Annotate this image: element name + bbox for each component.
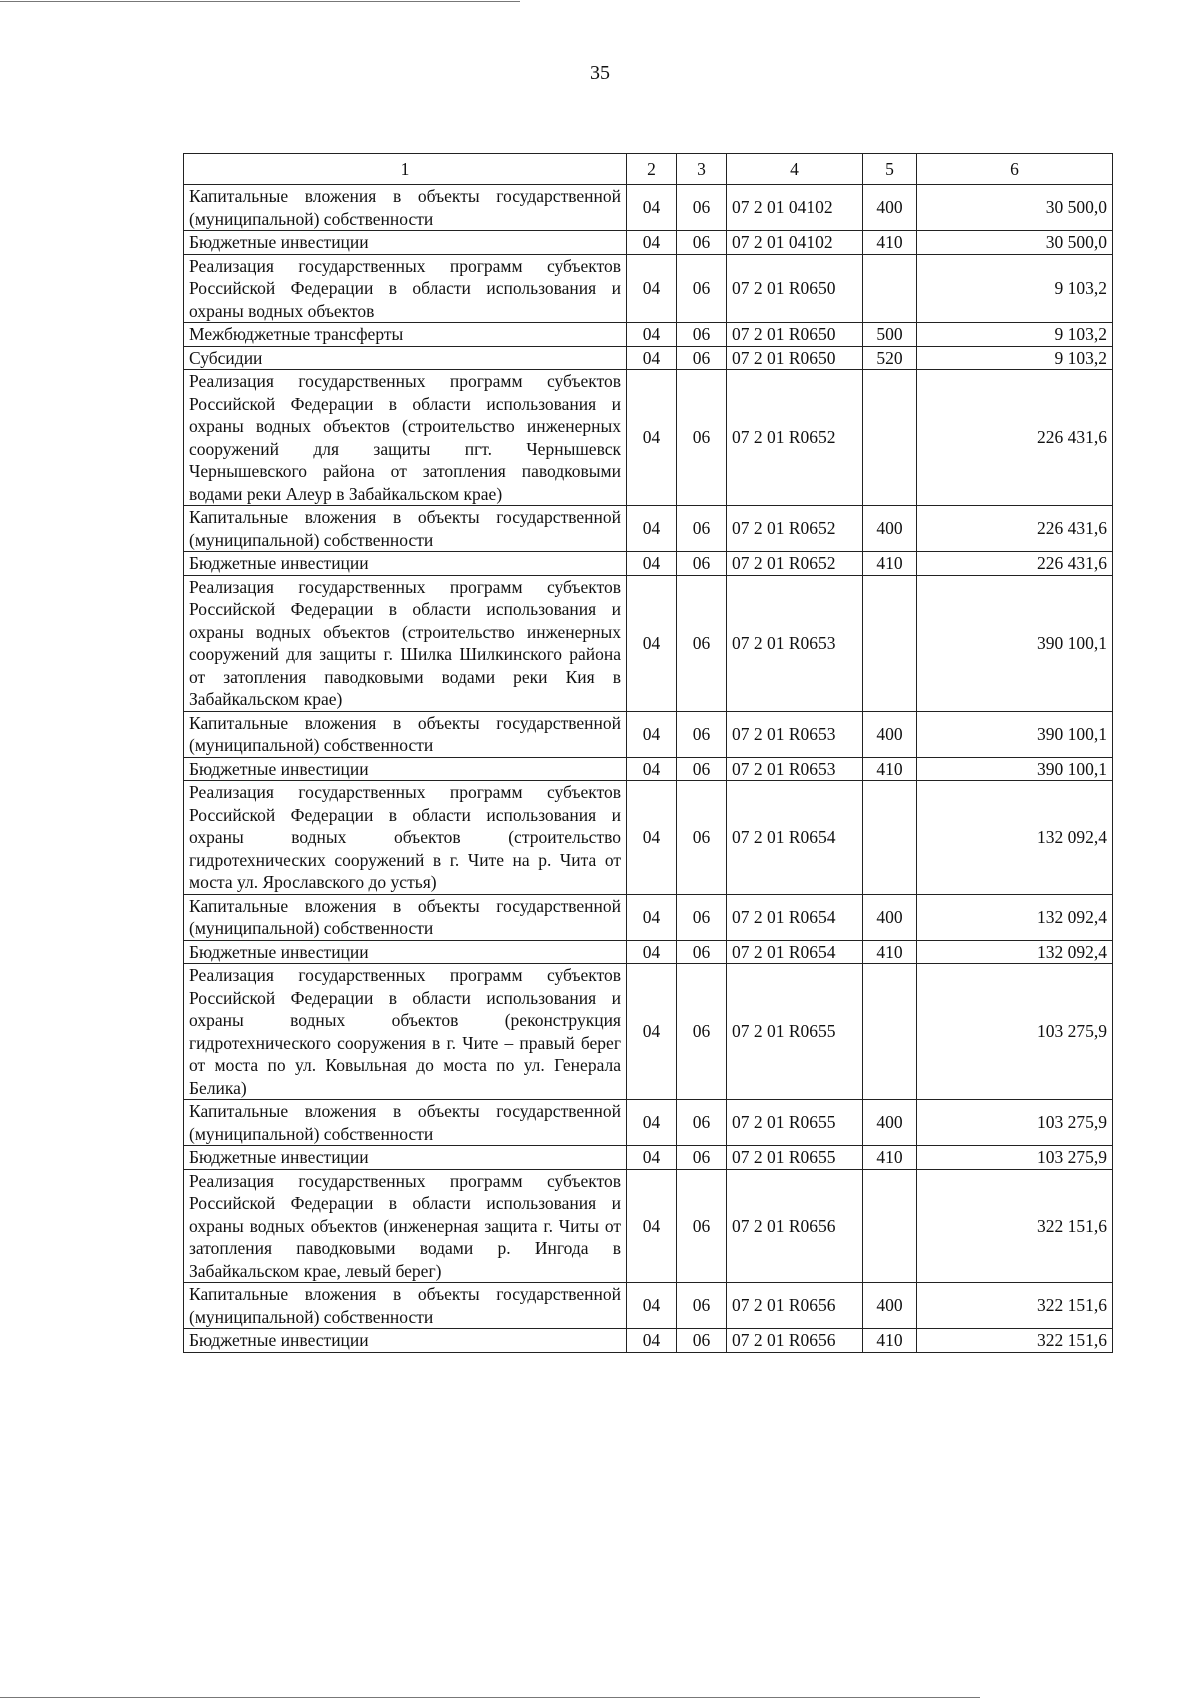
page-number: 35: [590, 62, 610, 84]
row-expense-type-code: 520: [863, 346, 917, 370]
table-row: [184, 711, 1113, 757]
row-amount: 226 431,6: [917, 506, 1113, 552]
row-target-article-code: 07 2 01 R0653: [727, 757, 863, 781]
row-description: Реализация государственных программ субъектов Российской Федерации в области использования и охраны водных объектов (строительство инженерных сооружений для защиты г. Шилка Шилкинского района от затопления паводковыми водами реки Кия в Забайкальском крае): [184, 575, 627, 711]
row-amount: 9 103,2: [917, 323, 1113, 347]
table-row: [184, 781, 1113, 895]
table-row: [184, 964, 1113, 1100]
budget-table: [183, 153, 1113, 1353]
row-section-code: 04: [627, 964, 677, 1100]
row-target-article-code: 07 2 01 R0650: [727, 346, 863, 370]
row-expense-type-code: [863, 575, 917, 711]
row-amount: 226 431,6: [917, 370, 1113, 506]
row-expense-type-code: 400: [863, 1283, 917, 1329]
row-description: Реализация государственных программ субъектов Российской Федерации в области использования и охраны водных объектов (инженерная защита г. Читы от затопления паводковыми водами р. Ингода в Забайкальском крае, левый берег): [184, 1169, 627, 1283]
row-expense-type-code: 400: [863, 1100, 917, 1146]
row-amount: 322 151,6: [917, 1329, 1113, 1353]
row-amount: 390 100,1: [917, 711, 1113, 757]
row-section-code: 04: [627, 757, 677, 781]
row-amount: 322 151,6: [917, 1169, 1113, 1283]
row-amount: 132 092,4: [917, 894, 1113, 940]
table-header-row: [184, 154, 1113, 185]
row-subsection-code: 06: [677, 1329, 727, 1353]
row-expense-type-code: 400: [863, 711, 917, 757]
row-expense-type-code: [863, 1169, 917, 1283]
row-expense-type-code: 410: [863, 1329, 917, 1353]
row-description: Реализация государственных программ субъектов Российской Федерации в области использования и охраны водных объектов: [184, 254, 627, 323]
row-description: Бюджетные инвестиции: [184, 940, 627, 964]
row-expense-type-code: 400: [863, 894, 917, 940]
row-section-code: 04: [627, 711, 677, 757]
scan-edge-top: [0, 1, 520, 2]
row-description: Капитальные вложения в объекты государственной (муниципальной) собственности: [184, 506, 627, 552]
header-col-6: 6: [917, 154, 1113, 185]
row-description: Реализация государственных программ субъектов Российской Федерации в области использования и охраны водных объектов (строительство гидротехнических сооружений в г. Чите на р. Чита от моста ул. Ярославского до устья): [184, 781, 627, 895]
table-row: [184, 1169, 1113, 1283]
row-section-code: 04: [627, 254, 677, 323]
row-subsection-code: 06: [677, 1146, 727, 1170]
table-row: [184, 940, 1113, 964]
row-target-article-code: 07 2 01 R0654: [727, 940, 863, 964]
row-expense-type-code: [863, 781, 917, 895]
row-target-article-code: 07 2 01 R0653: [727, 711, 863, 757]
row-subsection-code: 06: [677, 346, 727, 370]
row-expense-type-code: 400: [863, 185, 917, 231]
row-subsection-code: 06: [677, 231, 727, 255]
row-expense-type-code: 500: [863, 323, 917, 347]
row-subsection-code: 06: [677, 894, 727, 940]
row-target-article-code: 07 2 01 R0656: [727, 1169, 863, 1283]
row-amount: 30 500,0: [917, 231, 1113, 255]
table-row: [184, 231, 1113, 255]
row-subsection-code: 06: [677, 1283, 727, 1329]
row-section-code: 04: [627, 894, 677, 940]
row-target-article-code: 07 2 01 R0650: [727, 254, 863, 323]
row-description: Бюджетные инвестиции: [184, 231, 627, 255]
row-description: Реализация государственных программ субъектов Российской Федерации в области использования и охраны водных объектов (реконструкция гидротехнического сооружения в г. Чите – правый берег от моста по ул. Ковыльная до моста по ул. Генерала Белика): [184, 964, 627, 1100]
row-description: Субсидии: [184, 346, 627, 370]
table-row: [184, 894, 1113, 940]
row-amount: 226 431,6: [917, 552, 1113, 576]
row-target-article-code: 07 2 01 R0654: [727, 894, 863, 940]
row-subsection-code: 06: [677, 552, 727, 576]
row-amount: 390 100,1: [917, 575, 1113, 711]
row-amount: 9 103,2: [917, 254, 1113, 323]
row-subsection-code: 06: [677, 964, 727, 1100]
row-section-code: 04: [627, 323, 677, 347]
row-target-article-code: 07 2 01 R0650: [727, 323, 863, 347]
row-section-code: 04: [627, 1100, 677, 1146]
row-section-code: 04: [627, 1329, 677, 1353]
header-col-5: 5: [863, 154, 917, 185]
row-subsection-code: 06: [677, 1100, 727, 1146]
row-subsection-code: 06: [677, 370, 727, 506]
row-subsection-code: 06: [677, 940, 727, 964]
scan-edge-bottom: [0, 1697, 980, 1698]
row-amount: 132 092,4: [917, 781, 1113, 895]
row-target-article-code: 07 2 01 R0655: [727, 1100, 863, 1146]
row-target-article-code: 07 2 01 R0655: [727, 1146, 863, 1170]
row-description: Капитальные вложения в объекты государственной (муниципальной) собственности: [184, 185, 627, 231]
row-section-code: 04: [627, 575, 677, 711]
row-subsection-code: 06: [677, 254, 727, 323]
row-section-code: 04: [627, 231, 677, 255]
row-target-article-code: 07 2 01 R0652: [727, 370, 863, 506]
table-row: [184, 757, 1113, 781]
row-target-article-code: 07 2 01 R0652: [727, 506, 863, 552]
row-expense-type-code: 410: [863, 940, 917, 964]
row-section-code: 04: [627, 506, 677, 552]
row-subsection-code: 06: [677, 323, 727, 347]
row-description: Бюджетные инвестиции: [184, 1329, 627, 1353]
row-description: Реализация государственных программ субъектов Российской Федерации в области использования и охраны водных объектов (строительство инженерных сооружений для защиты пгт. Чернышевск Чернышевского района от затопления паводковыми водами реки Алеур в Забайкальском крае): [184, 370, 627, 506]
row-target-article-code: 07 2 01 R0653: [727, 575, 863, 711]
header-col-1: 1: [184, 154, 627, 185]
row-amount: 103 275,9: [917, 1100, 1113, 1146]
row-description: Капитальные вложения в объекты государственной (муниципальной) собственности: [184, 711, 627, 757]
table-row: [184, 185, 1113, 231]
table-row: [184, 370, 1113, 506]
row-subsection-code: 06: [677, 1169, 727, 1283]
row-description: Капитальные вложения в объекты государственной (муниципальной) собственности: [184, 1100, 627, 1146]
row-subsection-code: 06: [677, 185, 727, 231]
table-row: [184, 1329, 1113, 1353]
row-subsection-code: 06: [677, 781, 727, 895]
row-expense-type-code: 410: [863, 1146, 917, 1170]
row-target-article-code: 07 2 01 04102: [727, 231, 863, 255]
row-description: Капитальные вложения в объекты государственной (муниципальной) собственности: [184, 1283, 627, 1329]
row-target-article-code: 07 2 01 04102: [727, 185, 863, 231]
row-section-code: 04: [627, 370, 677, 506]
table-row: [184, 575, 1113, 711]
row-amount: 132 092,4: [917, 940, 1113, 964]
row-section-code: 04: [627, 1169, 677, 1283]
table-row: [184, 323, 1113, 347]
row-section-code: 04: [627, 940, 677, 964]
table-row: [184, 1100, 1113, 1146]
row-subsection-code: 06: [677, 711, 727, 757]
row-description: Межбюджетные трансферты: [184, 323, 627, 347]
row-expense-type-code: 410: [863, 552, 917, 576]
table-row: [184, 506, 1113, 552]
row-expense-type-code: [863, 370, 917, 506]
row-description: Капитальные вложения в объекты государственной (муниципальной) собственности: [184, 894, 627, 940]
row-description: Бюджетные инвестиции: [184, 1146, 627, 1170]
header-col-3: 3: [677, 154, 727, 185]
table-row: [184, 1283, 1113, 1329]
row-section-code: 04: [627, 1283, 677, 1329]
row-expense-type-code: [863, 254, 917, 323]
table-row: [184, 346, 1113, 370]
row-amount: 322 151,6: [917, 1283, 1113, 1329]
row-expense-type-code: [863, 964, 917, 1100]
row-subsection-code: 06: [677, 506, 727, 552]
row-subsection-code: 06: [677, 757, 727, 781]
row-section-code: 04: [627, 1146, 677, 1170]
row-description: Бюджетные инвестиции: [184, 552, 627, 576]
row-section-code: 04: [627, 346, 677, 370]
table-row: [184, 552, 1113, 576]
row-section-code: 04: [627, 552, 677, 576]
row-target-article-code: 07 2 01 R0655: [727, 964, 863, 1100]
table-body: [184, 185, 1113, 1353]
row-target-article-code: 07 2 01 R0654: [727, 781, 863, 895]
row-section-code: 04: [627, 781, 677, 895]
row-section-code: 04: [627, 185, 677, 231]
row-target-article-code: 07 2 01 R0656: [727, 1329, 863, 1353]
row-amount: 30 500,0: [917, 185, 1113, 231]
row-amount: 9 103,2: [917, 346, 1113, 370]
table-row: [184, 1146, 1113, 1170]
row-subsection-code: 06: [677, 575, 727, 711]
row-target-article-code: 07 2 01 R0652: [727, 552, 863, 576]
row-target-article-code: 07 2 01 R0656: [727, 1283, 863, 1329]
row-amount: 103 275,9: [917, 1146, 1113, 1170]
header-col-4: 4: [727, 154, 863, 185]
row-amount: 103 275,9: [917, 964, 1113, 1100]
row-expense-type-code: 400: [863, 506, 917, 552]
row-description: Бюджетные инвестиции: [184, 757, 627, 781]
row-expense-type-code: 410: [863, 757, 917, 781]
table-row: [184, 254, 1113, 323]
row-amount: 390 100,1: [917, 757, 1113, 781]
row-expense-type-code: 410: [863, 231, 917, 255]
header-col-2: 2: [627, 154, 677, 185]
